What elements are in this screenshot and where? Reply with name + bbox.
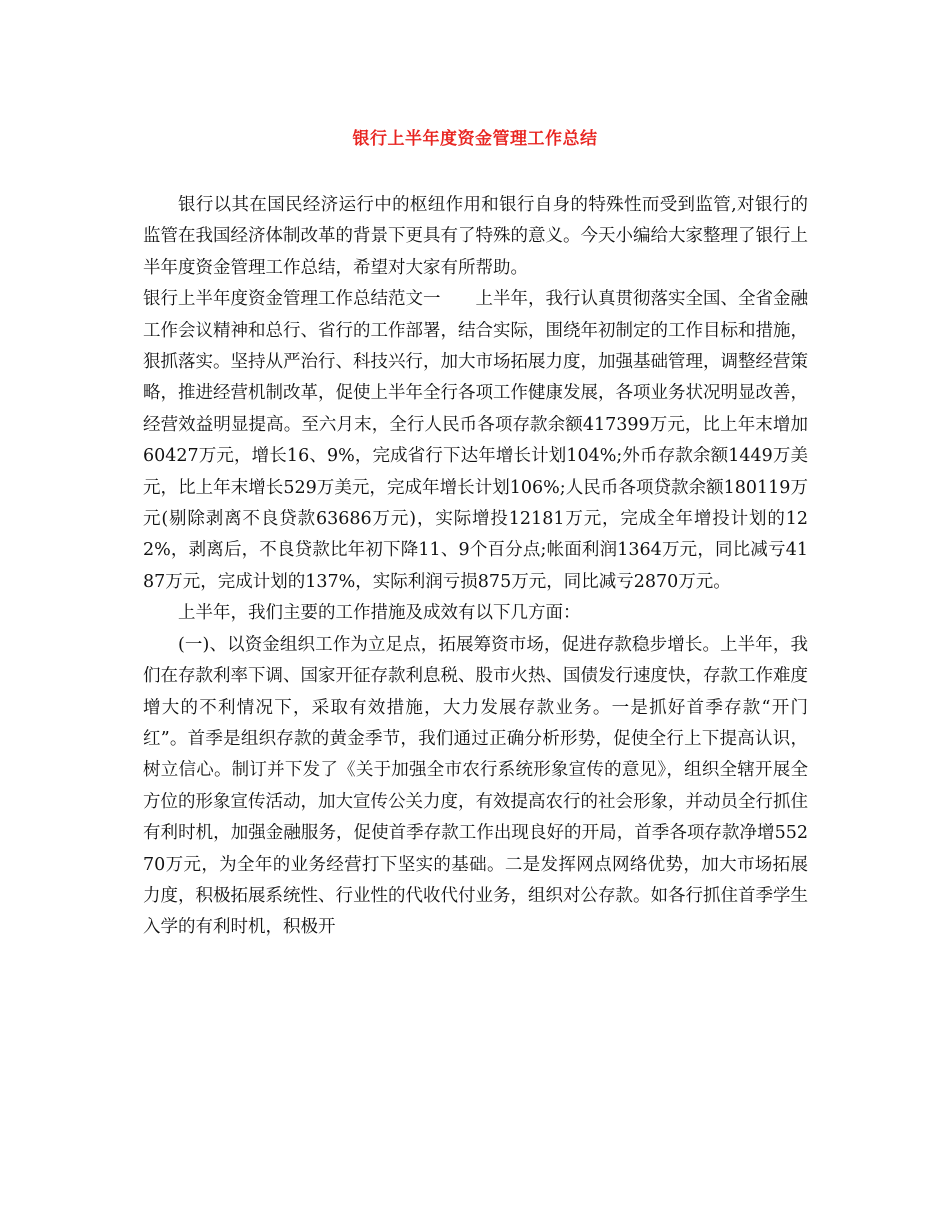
- paragraph-measures-heading: 上半年，我们主要的工作措施及成效有以下几方面：: [178, 603, 581, 624]
- paragraph-measure-one: (一)、以资金组织工作为立足点，拓展筹资市场，促进存款稳步增长。上半年，我们在存款利率下调、国家开征存款利息税、股市火热、国债发行速度快，存款工作难度增大的不利情况下，采取有效措施，大力发展存款业务。一是抓好首季存款“开门红”。首季是组织存款的黄金季节，我们通过正确分析形势，促使全行上下提高认识，树立信心。制订并下发了《关于加强全市农行系统形象宣传的意见》，组织全辖开展全方位的形象宣传活动，加大宣传公关力度，有效提高农行的社会形象，并动员全行抓住有利时机，加强金融服务，促使首季存款工作出现良好的开局，首季各项存款净增55270万元，为全年的业务经营打下坚实的基础。二是发挥网点网络优势，加大市场拓展力度，积极拓展系统性、行业性的代收代付业务，组织对公存款。如各行抓住首季学生入学的有利时机，积极开: [143, 634, 808, 938]
- document-body: [143, 190, 808, 944]
- document-title: 银行上半年度资金管理工作总结: [352, 129, 598, 149]
- paragraph-summary: 银行上半年度资金管理工作总结范文一 上半年，我行认真贯彻落实全国、全省金融工作会议精神和总行、省行的工作部署，结合实际，围绕年初制定的工作目标和措施，狠抓落实。坚持从严治行、科技兴行，加大市场拓展力度，加强基础管理，调整经营策略，推进经营机制改革，促使上半年全行各项工作健康发展，各项业务状况明显改善，经营效益明显提高。至六月末，全行人民币各项存款余额417399万元，比上年末增加60427万元，增长16、9%，完成省行下达年增长计划104%;外币存款余额1449万美元，比上年末增长529万美元，完成年增长计划106%;人民币各项贷款余额180119万元(剔除剥离不良贷款63686万元)，实际增投12181万元，完成全年增投计划的122%，剥离后，不良贷款比年初下降11、9个百分点;帐面利润1364万元，同比减亏4187万元，完成计划的137%，实际利润亏损875万元，同比减亏2870万元。: [143, 289, 808, 592]
- paragraph-intro: 银行以其在国民经济运行中的枢纽作用和银行自身的特殊性而受到监管,对银行的监管在我国经济体制改革的背景下更具有了特殊的意义。今天小编给大家整理了银行上半年度资金管理工作总结，希望对大家有所帮助。: [143, 195, 808, 278]
